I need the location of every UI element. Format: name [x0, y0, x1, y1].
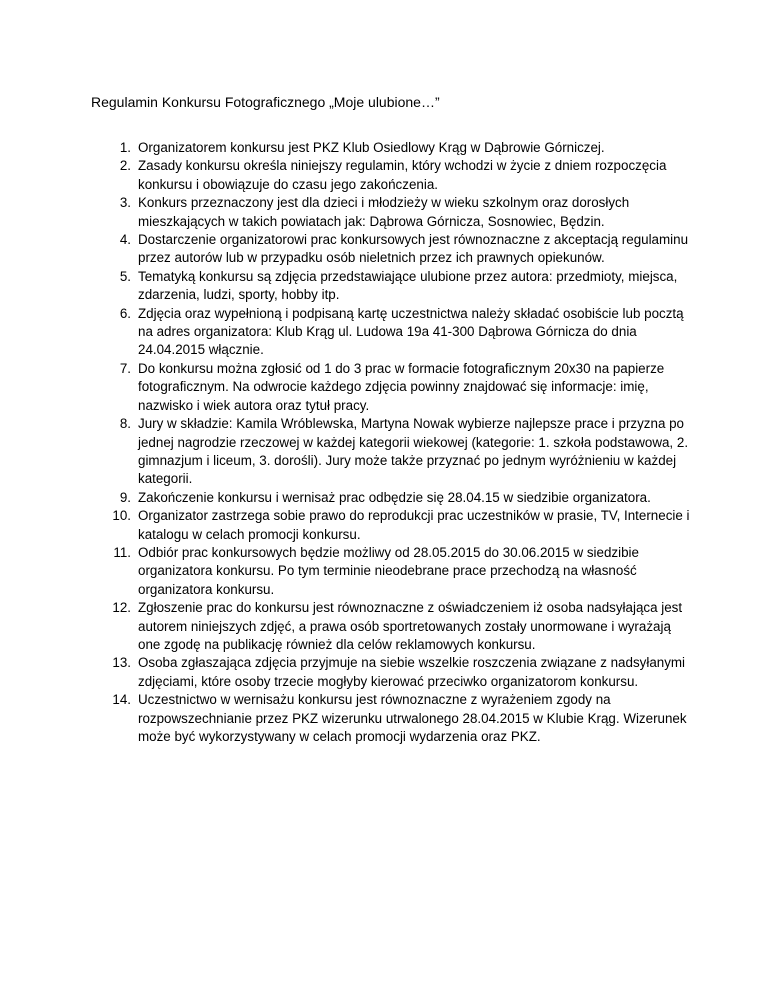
rule-text: Jury w składzie: Kamila Wróblewska, Martyna Nowak wybierze najlepsze prace i przyzna po jednej nagrodzie rzeczowej w każdej kategorii wiekowej (kategorie: 1. szkoła podstawowa, 2. gimnazjum i liceum, 3. dorośli). Jury może także przyznać po jednym wyróżnieniu w każdej kategorii. — [138, 416, 689, 487]
rule-number: 2. — [119, 158, 131, 174]
rule-number: 9. — [119, 489, 131, 505]
rules-list — [100, 139, 690, 746]
rule-number: 14. — [112, 692, 131, 708]
list-item — [100, 194, 690, 231]
rule-text: Zdjęcia oraz wypełnioną i podpisaną kartę uczestnictwa należy składać osobiście lub pocztą na adres organizatora: Klub Krąg ul. Ludowa 19a 41-300 Dąbrowa Górnicza do dnia 24.04.2015 włącznie. — [138, 305, 684, 358]
rule-number: 5. — [119, 268, 131, 284]
rule-text: Odbiór prac konkursowych będzie możliwy od 28.05.2015 do 30.06.2015 w siedzibie organizatora konkursu. Po tym terminie nieodebrane prace przechodzą na własność organizatora konkursu. — [138, 544, 639, 597]
list-item — [100, 139, 690, 157]
rule-text: Konkurs przeznaczony jest dla dzieci i młodzieży w wieku szkolnym oraz dorosłych mieszkających w takich powiatach jak: Dąbrowa Górnicza, Sosnowiec, Będzin. — [138, 195, 630, 229]
rule-number: 4. — [119, 232, 131, 248]
rule-text: Zasady konkursu określa niniejszy regulamin, który wchodzi w życie z dniem rozpoczęcia konkursu i obowiązuje do czasu jego zakończenia. — [138, 158, 667, 192]
list-item — [100, 654, 690, 691]
rule-text: Osoba zgłaszająca zdjęcia przyjmuje na siebie wszelkie roszczenia związane z nadsyłanymi zdjęciami, które osoby trzecie mogłyby kierować przeciwko organizatorom konkursu. — [138, 655, 686, 689]
rule-number: 8. — [119, 416, 131, 432]
rule-number: 12. — [112, 600, 131, 616]
rule-number: 13. — [112, 655, 131, 671]
rule-number: 7. — [119, 360, 131, 376]
rule-number: 1. — [119, 140, 131, 155]
list-item — [100, 268, 690, 305]
rule-number: 10. — [112, 508, 131, 524]
rule-text: Uczestnictwo w wernisażu konkursu jest równoznaczne z wyrażeniem zgody na rozpowszechnianie przez PKZ wizerunku utrwalonego 28.04.2015 w Klubie Krąg. Wizerunek może być wykorzystywany w celach promocji wydarzenia oraz PKZ. — [138, 692, 687, 744]
list-item — [100, 231, 690, 268]
list-item — [100, 599, 690, 654]
rule-text: Organizator zastrzega sobie prawo do reprodukcji prac uczestników w prasie, TV, Internecie i katalogu w celach promocji konkursu. — [138, 508, 690, 542]
rule-text: Zgłoszenie prac do konkursu jest równoznaczne z oświadczeniem iż osoba nadsyłająca jest autorem niniejszych zdjęć, a prawa osób sportretowanych zostały unormowane i wyrażają one zgodę na publikację również dla celów reklamowych konkursu. — [138, 600, 683, 652]
list-item — [100, 415, 690, 489]
rule-number: 3. — [119, 195, 131, 211]
list-item — [100, 360, 690, 415]
list-item — [100, 507, 690, 544]
rule-text: Do konkursu można zgłosić od 1 do 3 prac w formacie fotograficznym 20x30 na papierze fotograficznym. Na odwrocie każdego zdjęcia powinny znajdować się informacje: imię, nazwisko i wiek autora oraz tytuł pracy. — [138, 360, 665, 413]
list-item — [100, 544, 690, 599]
list-item — [100, 489, 690, 507]
rule-text: Tematyką konkursu są zdjęcia przedstawiające ulubione przez autora: przedmioty, miejsca, zdarzenia, ludzi, sporty, hobby itp. — [138, 268, 678, 303]
list-item — [100, 305, 690, 360]
list-item — [100, 157, 690, 194]
rule-number: 6. — [119, 305, 131, 321]
document-title: Regulamin Konkursu Fotograficznego „Moje ulubione…” — [91, 94, 440, 110]
list-item — [100, 691, 690, 746]
rule-text: Zakończenie konkursu i wernisaż prac odbędzie się 28.04.15 w siedzibie organizatora. — [138, 489, 651, 505]
rule-text: Dostarczenie organizatorowi prac konkursowych jest równoznaczne z akceptacją regulaminu przez autorów lub w przypadku osób nieletnich przez ich prawnych opiekunów. — [138, 232, 689, 266]
rule-number: 11. — [113, 544, 131, 560]
rule-text: Organizatorem konkursu jest PKZ Klub Osiedlowy Krąg w Dąbrowie Górniczej. — [138, 140, 605, 155]
